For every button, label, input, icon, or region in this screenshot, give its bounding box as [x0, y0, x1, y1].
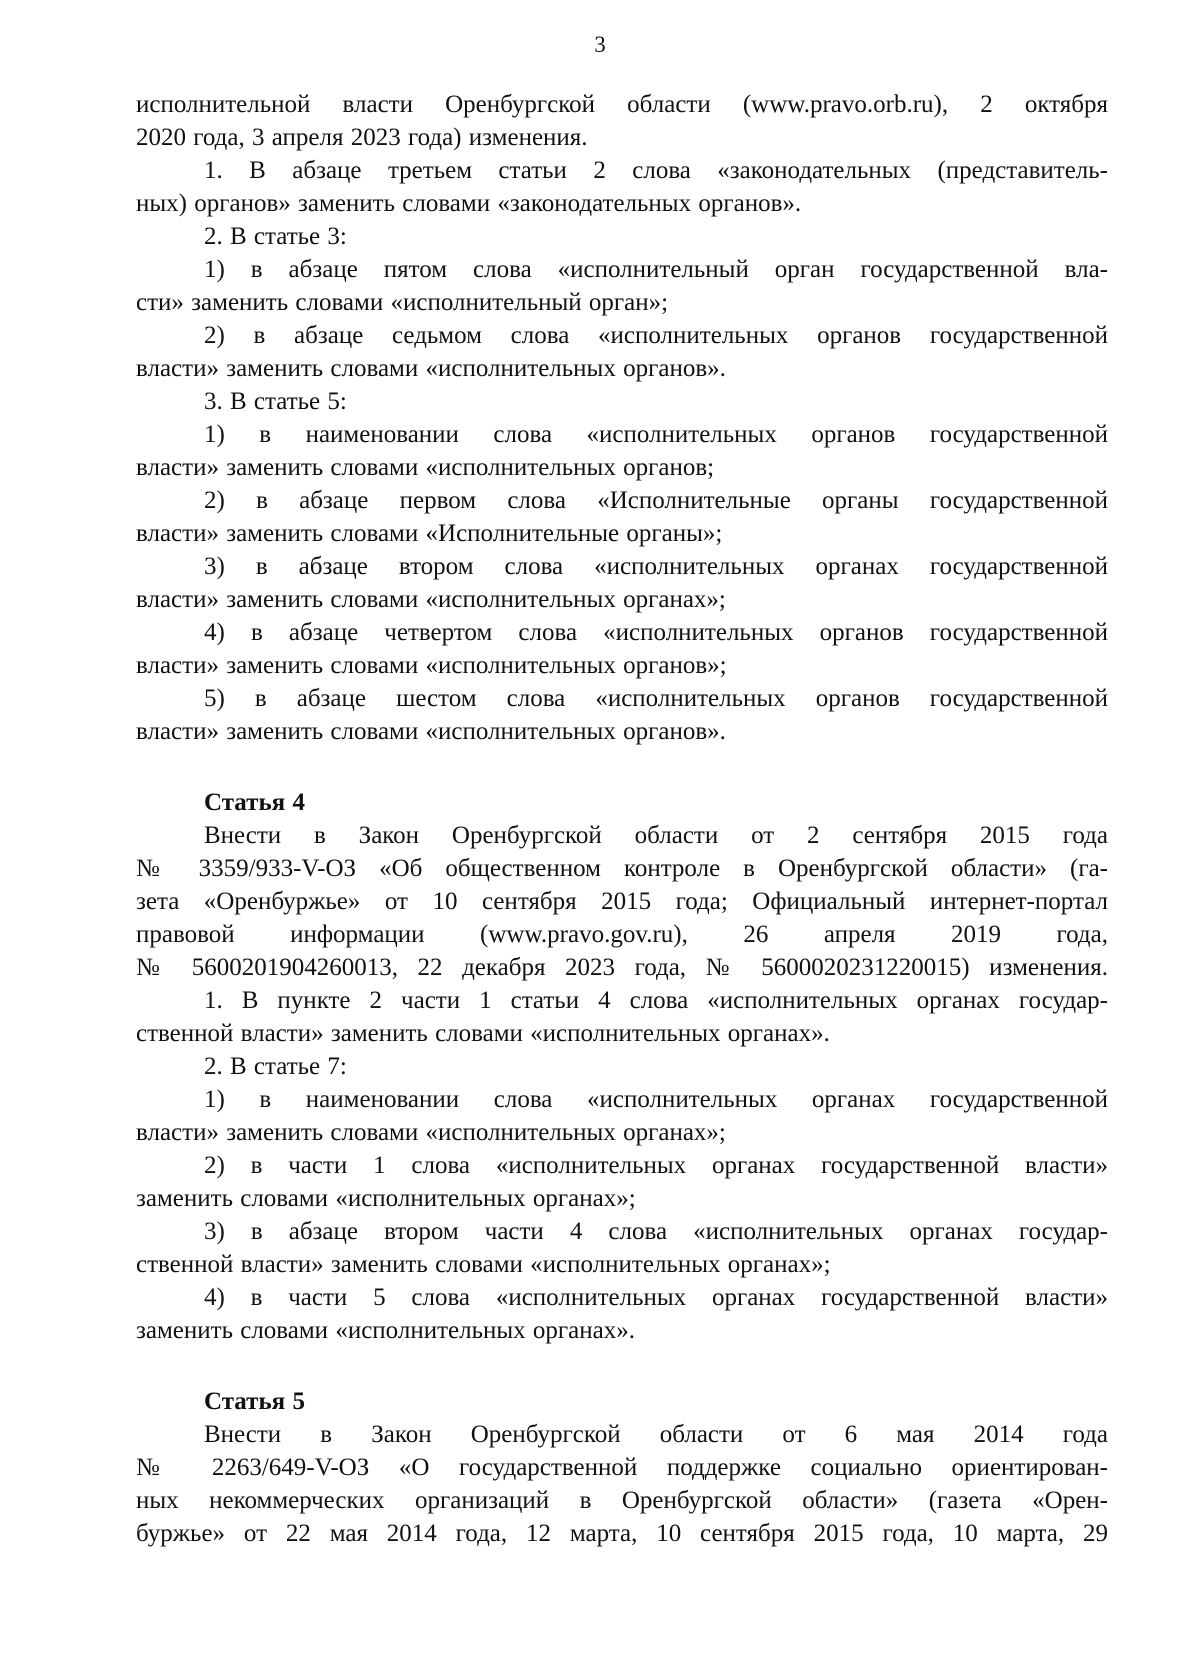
- article-4-heading: Статья 4: [204, 789, 305, 816]
- text-line: 2. В статье 7:: [204, 1053, 347, 1080]
- text-line: Внести в Закон Оренбургской области от 2 сентября 2015 года: [204, 822, 1108, 849]
- text-line: 3) в абзаце втором части 4 слова «исполнительных органах государ-: [204, 1218, 1108, 1245]
- text-line: власти» заменить словами «Исполнительные органы»;: [136, 520, 723, 547]
- text-line: № 5600201904260013, 22 декабря 2023 года, № 5600020231220015) изменения.: [136, 954, 1108, 981]
- text-line: 2) в части 1 слова «исполнительных органах государственной власти»: [204, 1152, 1108, 1179]
- text-line: власти» заменить словами «исполнительных органах»;: [136, 586, 726, 613]
- text-line: 1. В абзаце третьем статьи 2 слова «законодательных (представитель-: [204, 157, 1108, 184]
- text-line: 1) в наименовании слова «исполнительных органов государственной: [204, 421, 1108, 448]
- text-line: власти» заменить словами «исполнительных органах»;: [136, 1119, 726, 1146]
- text-line: 3. В статье 5:: [204, 388, 347, 415]
- text-line: заменить словами «исполнительных органах».: [136, 1317, 635, 1344]
- text-line: зета «Оренбуржье» от 10 сентября 2015 года; Официальный интернет-портал: [136, 888, 1108, 915]
- document-body: [136, 88, 1108, 1550]
- section-gap: [136, 1347, 1108, 1385]
- text-line: ных некоммерческих организаций в Оренбургской области» (газета «Орен-: [136, 1487, 1108, 1514]
- text-line: исполнительной власти Оренбургской области (www.pravo.orb.ru), 2 октября: [136, 91, 1108, 118]
- text-line: власти» заменить словами «исполнительных органов».: [136, 355, 726, 382]
- text-line: 2020 года, 3 апреля 2023 года) изменения.: [136, 124, 588, 151]
- text-line: власти» заменить словами «исполнительных органов;: [136, 454, 715, 481]
- text-line: 1. В пункте 2 части 1 статьи 4 слова «исполнительных органах государ-: [204, 987, 1108, 1014]
- text-line: 2) в абзаце первом слова «Исполнительные органы государственной: [204, 487, 1108, 514]
- text-line: Внести в Закон Оренбургской области от 6 мая 2014 года: [204, 1421, 1108, 1448]
- text-line: 2) в абзаце седьмом слова «исполнительных органов государственной: [204, 322, 1108, 349]
- text-line: 1) в абзаце пятом слова «исполнительный орган государственной вла-: [204, 256, 1108, 283]
- section-gap: [136, 748, 1108, 786]
- page-number: 3: [594, 32, 606, 57]
- text-line: № 2263/649-V-ОЗ «О государственной поддержке социально ориентирован-: [136, 1454, 1108, 1481]
- text-line: 4) в абзаце четвертом слова «исполнительных органов государственной: [204, 619, 1108, 646]
- text-line: сти» заменить словами «исполнительный орган»;: [136, 289, 669, 316]
- text-line: заменить словами «исполнительных органах»;: [136, 1185, 636, 1212]
- text-line: ственной власти» заменить словами «исполнительных органах».: [136, 1020, 830, 1047]
- text-line: власти» заменить словами «исполнительных органов».: [136, 718, 726, 745]
- text-line: правовой информации (www.pravo.gov.ru), 26 апреля 2019 года,: [136, 921, 1108, 948]
- text-line: 3) в абзаце втором слова «исполнительных органах государственной: [204, 553, 1108, 580]
- text-line: 1) в наименовании слова «исполнительных органах государственной: [204, 1086, 1108, 1113]
- text-line: власти» заменить словами «исполнительных органов»;: [136, 652, 727, 679]
- text-line: 5) в абзаце шестом слова «исполнительных органов государственной: [204, 685, 1108, 712]
- text-line: ных) органов» заменить словами «законодательных органов».: [136, 190, 802, 217]
- text-line: № 3359/933-V-ОЗ «Об общественном контроле в Оренбургской области» (га-: [136, 855, 1108, 882]
- text-line: 4) в части 5 слова «исполнительных органах государственной власти»: [204, 1284, 1108, 1311]
- text-line: 2. В статье 3:: [204, 223, 347, 250]
- article-5-heading: Статья 5: [204, 1388, 305, 1415]
- text-line: ственной власти» заменить словами «исполнительных органах»;: [136, 1251, 831, 1278]
- text-line: буржье» от 22 мая 2014 года, 12 марта, 10 сентября 2015 года, 10 марта, 29: [136, 1520, 1108, 1547]
